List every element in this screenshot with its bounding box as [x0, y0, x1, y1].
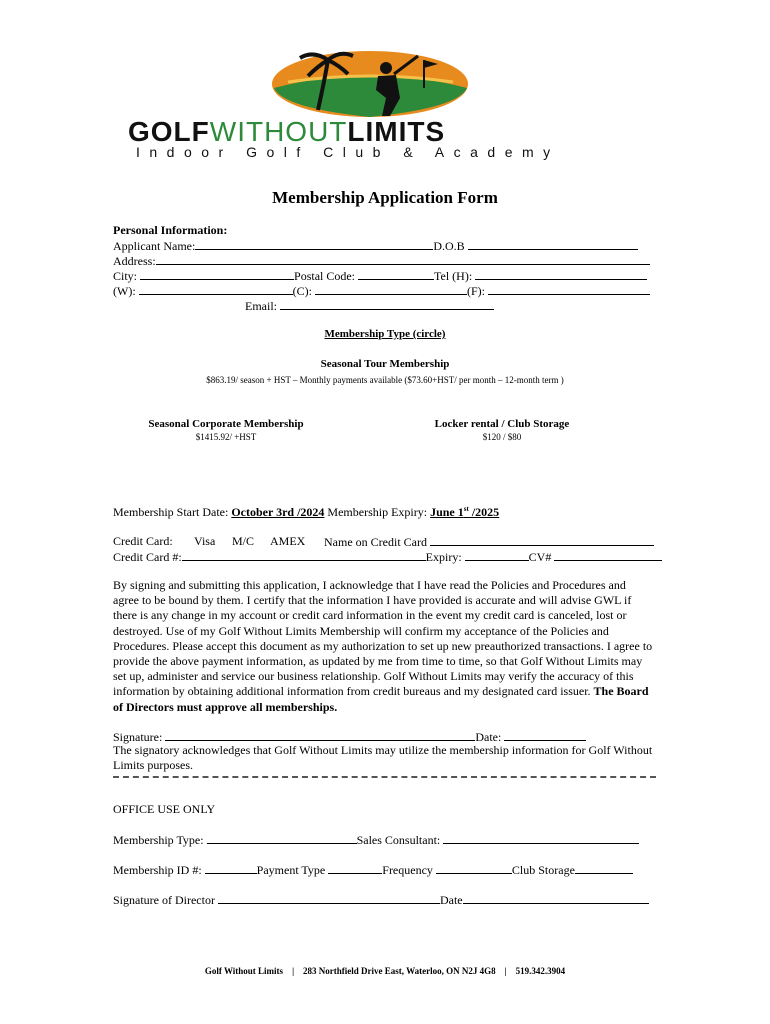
logo-word-golf: GOLF	[128, 116, 210, 147]
director-signature-label: Signature of Director	[113, 893, 215, 907]
logo	[128, 48, 642, 160]
credit-card-label: Credit Card:	[113, 534, 173, 548]
payment-type-field[interactable]	[328, 862, 382, 874]
cvv-field[interactable]	[554, 549, 662, 561]
signature-field[interactable]	[165, 729, 475, 741]
logo-word-without: WITHOUT	[209, 116, 348, 147]
signature-label: Signature:	[113, 730, 163, 744]
applicant-name-label: Applicant Name:	[113, 239, 196, 253]
city-label: City:	[113, 269, 138, 283]
director-date-label: Date	[439, 893, 463, 907]
signature-date-label: Date:	[475, 730, 502, 744]
work-phone-field[interactable]	[139, 283, 293, 295]
corporate-price: $1415.92/ +HST	[195, 432, 257, 442]
footer	[0, 966, 770, 976]
dob-field[interactable]	[468, 238, 638, 250]
seasonal-tour-price: $863.19/ season + HST – Monthly payments available ($73.60+HST/ per month – 12-month term )	[206, 375, 564, 385]
locker-price: $120 / $80	[482, 432, 522, 442]
name-on-card-label: Name on Credit Card	[324, 535, 427, 549]
signatory-note: The signatory acknowledges that Golf Without Limits may utilize the membership information for Golf Without Limits purposes.	[113, 743, 653, 773]
director-signature-field[interactable]	[218, 892, 440, 904]
divider	[113, 776, 656, 778]
address-label: Address:	[113, 254, 156, 268]
logo-word-limits: LIMITS	[347, 116, 446, 147]
email-label: Email:	[245, 299, 277, 313]
membership-id-field[interactable]	[205, 862, 257, 874]
start-date-value: October 3rd /2024	[231, 505, 325, 519]
sales-consultant-field[interactable]	[443, 832, 639, 844]
mc-option[interactable]: M/C	[232, 534, 255, 548]
tel-home-label: Tel (H):	[434, 269, 473, 283]
card-number-field[interactable]	[182, 549, 426, 561]
frequency-field[interactable]	[436, 862, 512, 874]
club-storage-field[interactable]	[575, 862, 633, 874]
city-field[interactable]	[140, 268, 294, 280]
fax-field[interactable]	[488, 283, 650, 295]
email-field[interactable]	[280, 298, 494, 310]
applicant-name-field[interactable]	[195, 238, 433, 250]
expiry-date-label: Membership Expiry:	[327, 505, 428, 519]
cvv-label: CV#	[528, 550, 552, 564]
card-number-label: Credit Card #:	[113, 550, 182, 564]
work-phone-label: (W):	[113, 284, 136, 298]
expiry-date-value: June 1st /2025	[430, 505, 500, 519]
postal-code-field[interactable]	[358, 268, 434, 280]
footer-name: Golf Without Limits	[204, 966, 284, 976]
postal-code-label: Postal Code:	[294, 269, 356, 283]
corporate-option[interactable]: Seasonal Corporate Membership	[148, 418, 304, 430]
seasonal-tour-option[interactable]: Seasonal Tour Membership	[320, 358, 450, 370]
page-title: Membership Application Form	[272, 188, 498, 207]
personal-info-header: Personal Information:	[113, 223, 228, 237]
footer-separator-2: |	[504, 966, 507, 976]
membership-id-label: Membership ID #:	[113, 863, 202, 877]
cell-phone-label: (C):	[292, 284, 312, 298]
payment-type-label: Payment Type	[256, 863, 326, 877]
start-date-label: Membership Start Date:	[113, 505, 229, 519]
footer-separator: |	[292, 966, 295, 976]
club-storage-label: Club Storage	[511, 863, 575, 877]
sales-consultant-label: Sales Consultant:	[356, 833, 441, 847]
locker-option[interactable]: Locker rental / Club Storage	[434, 418, 570, 430]
footer-phone: 519.342.3904	[515, 966, 566, 976]
cell-phone-field[interactable]	[315, 283, 467, 295]
fax-label: (F):	[467, 284, 485, 298]
logo-tagline: Indoor Golf Club & Academy	[136, 144, 560, 160]
office-use-header: OFFICE USE ONLY	[113, 802, 216, 816]
office-membership-type-field[interactable]	[207, 832, 357, 844]
card-expiry-label: Expiry:	[425, 550, 462, 564]
agreement-text: By signing and submitting this application, I acknowledge that I have read the Policies and Procedures and agree to be bound by them. I certify that the information I have provided is accurate and will advise GWL if there is any change in my account or credit card information in the event my credit card is canceled, lost or destroyed. Use of my Golf Without Limits Membership will confirm my acceptance of the Policies and Procedures. Please accept this document as my authorization to set up new preauthorized transactions. I agree to provide the above payment information, as updated by me from time to time, so that Golf Without Limits may set up, administer and service our business relationship. Golf Without Limits may verify the accuracy of this information by obtaining additional information from credit bureaus and my designated card issuer.	[113, 578, 653, 699]
name-on-card-field[interactable]	[430, 534, 654, 546]
tel-home-field[interactable]	[475, 268, 647, 280]
dob-label: D.O.B	[433, 239, 465, 253]
membership-type-header: Membership Type (circle)	[324, 328, 446, 340]
footer-address: 283 Northfield Drive East, Waterloo, ON N2J 4G8	[303, 966, 496, 976]
visa-option[interactable]: Visa	[194, 534, 216, 548]
office-membership-type-label: Membership Type:	[113, 833, 204, 847]
signature-date-field[interactable]	[504, 729, 586, 741]
card-expiry-field[interactable]	[465, 549, 529, 561]
agreement-paragraph	[113, 578, 653, 715]
frequency-label: Frequency	[382, 863, 433, 877]
amex-option[interactable]: AMEX	[270, 534, 306, 548]
director-date-field[interactable]	[463, 892, 649, 904]
address-field[interactable]	[156, 253, 650, 265]
agreement-bold-text: The Board of Directors must approve all memberships.	[113, 684, 649, 714]
